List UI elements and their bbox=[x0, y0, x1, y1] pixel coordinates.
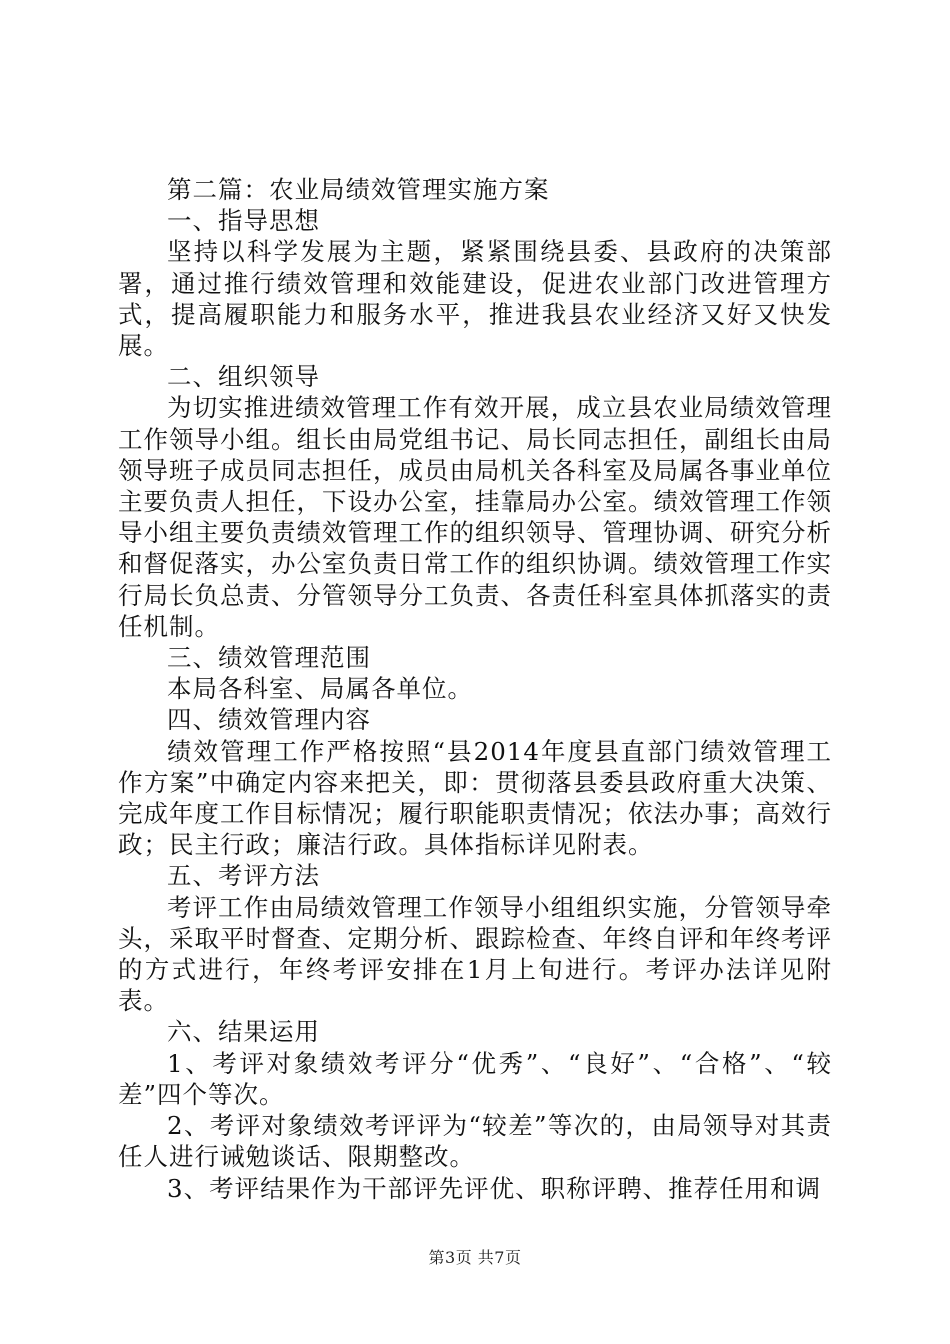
section-heading-scope: 三、绩效管理范围 bbox=[167, 643, 371, 673]
paragraph-evaluation-method: 考评工作由局绩效管理工作领导小组组织实施，分管领导牵头，采取平时督查、定期分析、跟踪检查、年终自评和年终考评的方式进行，年终考评安排在1月上旬进行。考评办法详见附表。 bbox=[118, 892, 832, 1016]
list-item-result-2: 2、考评对象绩效考评评为“较差”等次的，由局领导对其责任人进行诫勉谈话、限期整改。 bbox=[118, 1111, 832, 1172]
section-heading-content: 四、绩效管理内容 bbox=[167, 705, 371, 735]
page-number-footer: 第3页 共7页 bbox=[428, 1248, 522, 1267]
document-body bbox=[118, 174, 832, 1204]
document-title: 第二篇：农业局绩效管理实施方案 bbox=[167, 175, 550, 204]
section-heading-evaluation-method: 五、考评方法 bbox=[167, 861, 320, 891]
paragraph-scope: 本局各科室、局属各单位。 bbox=[167, 674, 473, 704]
list-item-result-3: 3、考评结果作为干部评先评优、职称评聘、推荐任用和调 bbox=[167, 1173, 822, 1203]
paragraph-guiding-ideology: 坚持以科学发展为主题，紧紧围绕县委、县政府的决策部署，通过推行绩效管理和效能建设，促进农业部门改进管理方式，提高履职能力和服务水平，推进我县农业经济又好又快发展。 bbox=[118, 237, 832, 361]
section-heading-guiding-ideology: 一、指导思想 bbox=[167, 206, 320, 236]
list-item-result-1: 1、考评对象绩效考评分“优秀”、“良好”、“合格”、“较差”四个等次。 bbox=[118, 1048, 832, 1109]
section-heading-organization: 二、组织领导 bbox=[167, 362, 320, 392]
paragraph-organization: 为切实推进绩效管理工作有效开展，成立县农业局绩效管理工作领导小组。组长由局党组书记、局长同志担任，副组长由局领导班子成员同志担任，成员由局机关各科室及局属各事业单位主要负责人担任，下设办公室，挂靠局办公室。绩效管理工作领导小组主要负责绩效管理工作的组织领导、管理协调、研究分析和督促落实，办公室负责日常工作的组织协调。绩效管理工作实行局长负总责、分管领导分工负责、各责任科室具体抓落实的责任机制。 bbox=[118, 393, 832, 641]
paragraph-content: 绩效管理工作严格按照“县2014年度县直部门绩效管理工作方案”中确定内容来把关，即：贯彻落县委县政府重大决策、完成年度工作目标情况；履行职能职责情况；依法办事；高效行政；民主行政；廉洁行政。具体指标详见附表。 bbox=[118, 736, 832, 860]
section-heading-result-usage: 六、结果运用 bbox=[167, 1017, 320, 1047]
